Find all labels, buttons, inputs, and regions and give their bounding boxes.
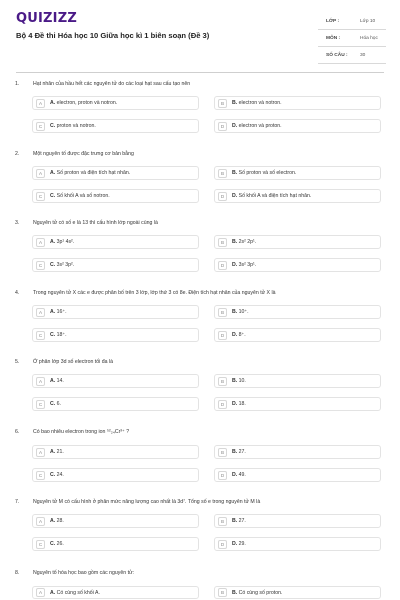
option-c[interactable] (32, 328, 199, 342)
option-text: C. 18⁺. (50, 332, 67, 338)
option-letter: C (36, 540, 45, 549)
option-text: C. 24. (50, 472, 64, 478)
option-a[interactable] (32, 514, 199, 528)
option-a[interactable] (32, 305, 199, 319)
option-letter: C (36, 122, 45, 131)
meta-value: Lớp 10 (360, 18, 376, 24)
meta-row-question-count (318, 47, 386, 64)
document-header (0, 0, 400, 72)
question-number: 2. (15, 151, 20, 157)
question-text: Nguyên tố hóa học bao gồm các nguyên tử: (33, 570, 134, 576)
option-text: D. 8⁺. (232, 332, 246, 338)
option-letter: A (36, 377, 45, 386)
option-letter: A (36, 308, 45, 317)
option-d[interactable] (214, 397, 381, 411)
option-letter: C (36, 400, 45, 409)
question-number: 7. (15, 499, 20, 505)
option-letter: D (218, 192, 227, 201)
option-a[interactable] (32, 586, 199, 599)
question-text: Một nguyên tố được đặc trưng cơ bản bằng (33, 151, 134, 157)
option-c[interactable] (32, 468, 199, 482)
question-text: Hạt nhân của hầu hết các nguyên tử do các loại hạt sau cấu tạo nên (33, 81, 191, 87)
option-text: D. 18. (232, 401, 246, 407)
option-text: D. Số khối A và điện tích hạt nhân. (232, 193, 312, 199)
option-letter: D (218, 261, 227, 270)
meta-label: SỐ CÂU : (326, 52, 348, 58)
option-letter: B (218, 448, 227, 457)
option-text: B. 2s² 2p¹. (232, 239, 257, 245)
option-d[interactable] (214, 468, 381, 482)
option-b[interactable] (214, 235, 381, 249)
question-number: 6. (15, 429, 20, 435)
option-b[interactable] (214, 96, 381, 110)
option-c[interactable] (32, 537, 199, 551)
option-text: A. 21. (50, 449, 64, 455)
option-c[interactable] (32, 189, 199, 203)
meta-label: MÔN : (326, 35, 341, 41)
option-letter: B (218, 588, 227, 597)
question-number: 3. (15, 220, 20, 226)
option-letter: A (36, 517, 45, 526)
option-c[interactable] (32, 258, 199, 272)
option-letter: A (36, 448, 45, 457)
question-text: Trong nguyên tử X các e được phân bố trên 3 lớp, lớp thứ 3 có 8e. Điện tích hạt nhân của nguyên tử X là (33, 290, 276, 296)
question-number: 1. (15, 81, 20, 87)
option-text: C. 6. (50, 401, 61, 407)
option-text: A. Số proton và điện tích hạt nhân. (50, 170, 131, 176)
option-b[interactable] (214, 166, 381, 180)
header-divider (16, 72, 384, 73)
option-b[interactable] (214, 374, 381, 388)
option-text: B. electron và notron. (232, 100, 282, 106)
option-letter: D (218, 331, 227, 340)
question-number: 4. (15, 290, 20, 296)
question-number: 5. (15, 359, 20, 365)
option-letter: B (218, 308, 227, 317)
option-text: C. 26. (50, 541, 64, 547)
question-text: Nguyên tử M có cấu hình ở phân mức năng lượng cao nhất là 3d⁷. Tổng số e trong nguyên tử M là (33, 499, 261, 505)
option-b[interactable] (214, 445, 381, 459)
option-a[interactable] (32, 235, 199, 249)
option-letter: B (218, 169, 227, 178)
option-letter: A (36, 169, 45, 178)
option-letter: B (218, 238, 227, 247)
document-title: Bộ 4 Đề thi Hóa học 10 Giữa học kì 1 biên soạn (Đề 3) (16, 31, 210, 40)
option-letter: A (36, 99, 45, 108)
option-letter: C (36, 192, 45, 201)
option-text: B. 27. (232, 518, 246, 524)
option-a[interactable] (32, 445, 199, 459)
option-text: B. 27. (232, 449, 246, 455)
option-a[interactable] (32, 374, 199, 388)
option-d[interactable] (214, 328, 381, 342)
option-d[interactable] (214, 258, 381, 272)
option-text: B. 10. (232, 378, 246, 384)
option-letter: D (218, 540, 227, 549)
option-text: D. 3s² 3p¹. (232, 262, 257, 268)
option-text: C. Số khối A và số notron. (50, 193, 110, 199)
option-d[interactable] (214, 189, 381, 203)
option-text: C. proton và notron. (50, 123, 96, 129)
option-letter: D (218, 122, 227, 131)
meta-label: LỚP : (326, 18, 340, 24)
meta-row-class (318, 13, 386, 30)
option-text: A. 14. (50, 378, 64, 384)
option-b[interactable] (214, 305, 381, 319)
option-letter: D (218, 471, 227, 480)
question-number: 8. (15, 570, 20, 576)
option-letter: C (36, 331, 45, 340)
option-text: B. Số proton và số electron. (232, 170, 297, 176)
option-text: B. 10⁺. (232, 309, 249, 315)
option-text: A. Có cùng số khối A. (50, 589, 100, 596)
option-a[interactable] (32, 96, 199, 110)
meta-value: Hóa học (360, 35, 378, 41)
meta-table (318, 13, 386, 64)
option-text: A. 3p¹ 4s². (50, 239, 75, 245)
option-text: B. Có cùng số proton. (232, 589, 283, 596)
question-text: Ở phân lớp 3d số electron tối đa là (33, 359, 113, 365)
meta-row-subject (318, 30, 386, 47)
option-text: A. 16⁺. (50, 309, 67, 315)
option-letter: D (218, 400, 227, 409)
option-letter: C (36, 261, 45, 270)
meta-value: 30 (360, 52, 366, 58)
option-d[interactable] (214, 119, 381, 133)
option-letter: C (36, 471, 45, 480)
option-letter: A (36, 588, 45, 597)
option-c[interactable] (32, 119, 199, 133)
question-text: Có bao nhiêu electron trong ion ⁵²₂₄Cr³⁺ ? (33, 429, 130, 435)
option-text: D. 49. (232, 472, 246, 478)
option-letter: B (218, 99, 227, 108)
option-text: D. electron và proton. (232, 123, 282, 129)
option-text: A. 28. (50, 518, 64, 524)
option-b[interactable] (214, 586, 381, 599)
option-a[interactable] (32, 166, 199, 180)
option-c[interactable] (32, 397, 199, 411)
question-text: Nguyên tử có số e là 13 thì cấu hình lớp ngoài cùng là (33, 220, 158, 226)
option-text: A. electron, proton và notron. (50, 100, 118, 106)
option-text: C. 3s² 3p². (50, 262, 75, 268)
quizizz-logo: QUIZIZZ (16, 11, 77, 26)
option-letter: B (218, 377, 227, 386)
option-letter: A (36, 238, 45, 247)
option-text: D. 29. (232, 541, 246, 547)
option-letter: B (218, 517, 227, 526)
option-d[interactable] (214, 537, 381, 551)
option-b[interactable] (214, 514, 381, 528)
